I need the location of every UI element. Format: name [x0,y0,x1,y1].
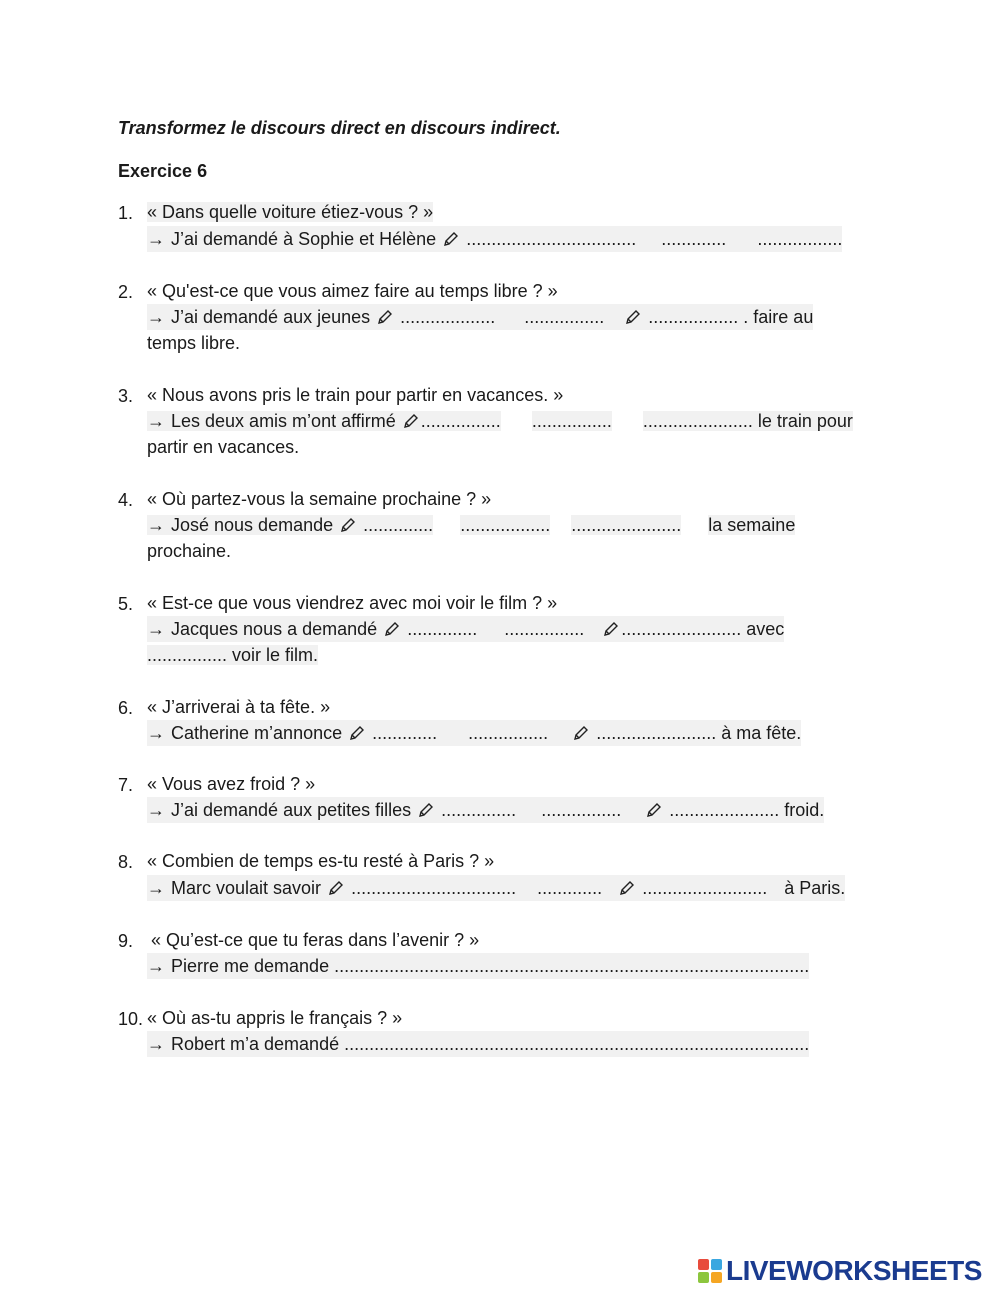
answer-continuation: partir en vacances. [147,437,300,457]
liveworksheets-logo-icon [698,1259,722,1283]
arrow-icon: → [147,1034,165,1054]
answer-prompt: Marc voulait savoir [171,878,322,898]
answer-line [147,512,795,538]
answer-blank[interactable]: ................ [468,723,549,743]
pencil-icon [617,875,637,901]
answer-blank[interactable]: ................ [531,411,612,431]
answer-suffix: à Paris. [784,878,846,898]
answer-line [147,797,824,823]
answer-blank[interactable]: ............. [661,229,727,249]
answer-blank[interactable]: ...................... [571,515,682,535]
answer-line [147,304,813,330]
pencil-icon [441,226,461,252]
answer-line [147,720,801,746]
quote-line [147,382,563,408]
answer-blank[interactable]: ................ [541,800,622,820]
arrow-icon: → [147,229,165,249]
pencil-icon [375,304,395,330]
answer-blank[interactable]: ................ [420,411,501,431]
pencil-icon [571,720,591,746]
answer-line [147,408,853,434]
answer-blank[interactable]: ......................... [642,878,768,898]
quote-text: « Est-ce que vous viendrez avec moi voir le film ? » [147,593,558,613]
answer-blank[interactable]: .................. . faire au [648,307,814,327]
arrow-icon: → [147,307,165,327]
quote-line [147,694,330,720]
pencil-icon [326,875,346,901]
answer-blank[interactable]: ............................................................................................. [344,1034,810,1054]
answer-blank[interactable]: .................. [460,515,551,535]
answer-blank[interactable]: .............. [363,515,434,535]
quote-text: « Qu’est-ce que tu feras dans l’avenir ? » [151,930,480,950]
answer-prompt: José nous demande [171,515,334,535]
answer-blank[interactable]: ................. [757,229,843,249]
pencil-icon [401,408,421,434]
quote-text: « J’arriverai à ta fête. » [147,697,331,717]
quote-line [147,848,494,874]
arrow-icon: → [147,956,165,976]
arrow-icon: → [147,411,165,431]
question-number: 4. [118,490,134,510]
arrow-icon: → [147,619,165,639]
arrow-icon: → [147,723,165,743]
worksheet-instruction: Transformez le discours direct en discours indirect. [118,118,561,138]
quote-text: « Combien de temps es-tu resté à Paris ? » [147,851,495,871]
answer-prompt: Pierre me demande [171,956,330,976]
quote-line [147,927,479,953]
brand-name: LIVEWORKSHEETS [726,1255,982,1286]
answer-blank[interactable]: ........................ avec [621,619,785,639]
answer-line [147,616,784,642]
answer-suffix: la semaine [708,515,796,535]
liveworksheets-logo[interactable] [698,1256,982,1286]
quote-text: « Dans quelle voiture étiez-vous ? » [147,202,434,222]
answer-continuation: ................ voir le film. [147,645,319,665]
answer-blank[interactable]: ........................ à ma fête. [596,723,802,743]
answer-prompt: Robert m’a demandé [171,1034,340,1054]
pencil-icon [416,797,436,823]
answer-blank[interactable]: ................ [504,619,585,639]
answer-blank[interactable]: .................................. [466,229,637,249]
pencil-icon [338,512,358,538]
answer-prompt: Jacques nous a demandé [171,619,378,639]
answer-continuation: prochaine. [147,541,232,561]
quote-text: « Où as-tu appris le français ? » [147,1008,403,1028]
quote-line [147,199,433,225]
pencil-icon [347,720,367,746]
question-number: 1. [118,203,134,223]
question-number: 3. [118,386,134,406]
answer-blank[interactable]: ................................. [351,878,517,898]
question-number: 7. [118,775,134,795]
pencil-icon [623,304,643,330]
answer-prompt: J’ai demandé aux petites filles [171,800,412,820]
answer-blank[interactable]: ................ [524,307,605,327]
quote-text: « Qu'est-ce que vous aimez faire au temps libre ? » [147,281,558,301]
exercise-title: Exercice 6 [118,161,208,181]
answer-blank[interactable]: ............................................................................................... [334,956,810,976]
answer-blank[interactable]: ............. [372,723,438,743]
answer-blank[interactable]: ............... [441,800,517,820]
quote-line [147,590,557,616]
quote-text: « Nous avons pris le train pour partir en vacances. » [147,385,564,405]
arrow-icon: → [147,878,165,898]
pencil-icon [382,616,402,642]
answer-continuation: temps libre. [147,333,241,353]
answer-line [147,953,809,979]
quote-line [147,486,491,512]
answer-blank[interactable]: ...................... le train pour [642,411,853,431]
question-number: 6. [118,698,134,718]
pencil-icon [644,797,664,823]
arrow-icon: → [147,515,165,535]
answer-prompt: Catherine m’annonce [171,723,343,743]
answer-blank[interactable]: ...................... froid. [669,800,825,820]
answer-line [147,875,845,901]
question-number: 8. [118,852,134,872]
quote-line [147,1005,402,1031]
arrow-icon: → [147,800,165,820]
quote-line [147,278,558,304]
question-number: 5. [118,594,134,614]
question-number: 2. [118,282,134,302]
answer-line [147,226,842,252]
question-number: 9. [118,931,134,951]
quote-text: « Où partez-vous la semaine prochaine ? » [147,489,492,509]
quote-text: « Vous avez froid ? » [147,774,316,794]
answer-prompt: Les deux amis m’ont affirmé [171,411,396,431]
question-number: 10. [118,1009,144,1029]
pencil-icon [601,616,621,642]
answer-blank[interactable]: ................... [400,307,496,327]
answer-line [147,1031,809,1057]
answer-blank[interactable]: ............. [537,878,603,898]
answer-prompt: J’ai demandé à Sophie et Hélène [171,229,437,249]
answer-blank[interactable]: .............. [407,619,478,639]
answer-prompt: J’ai demandé aux jeunes [171,307,371,327]
quote-line [147,771,315,797]
